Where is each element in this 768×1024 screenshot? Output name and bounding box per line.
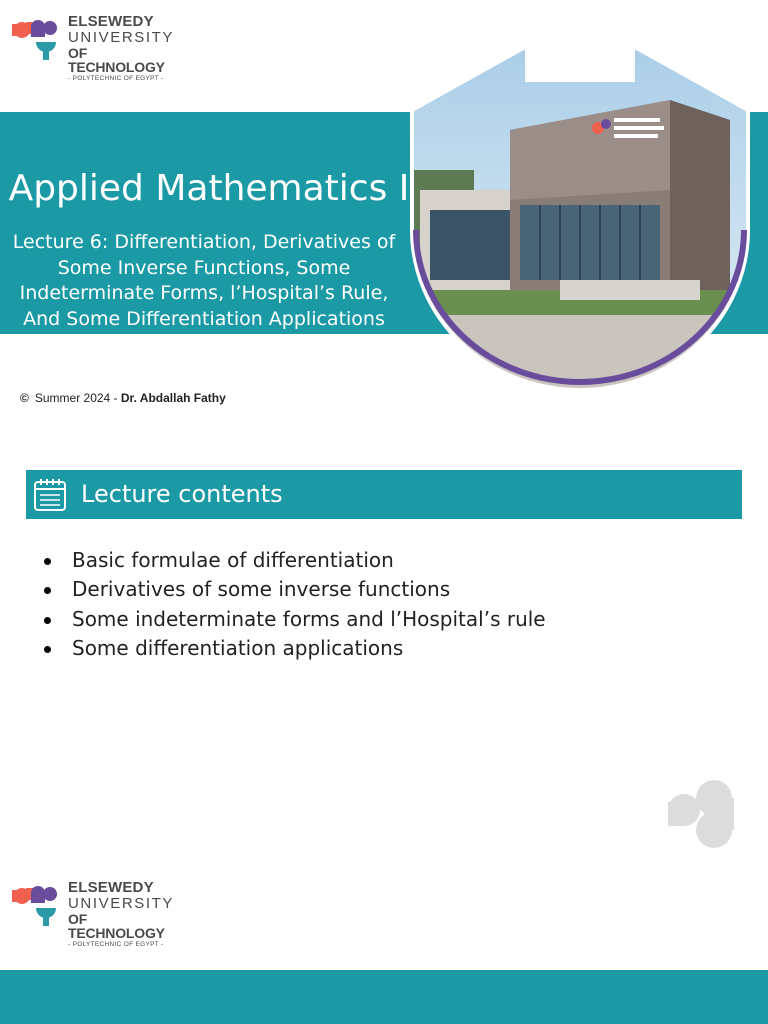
author-name: Dr. Abdallah Fathy xyxy=(120,391,226,405)
bullet-icon xyxy=(44,617,51,624)
university-logo-footer xyxy=(12,879,175,948)
lecture-contents-header xyxy=(26,470,742,519)
logo-line-3: OF TECHNOLOGY xyxy=(68,911,165,941)
logo-line-1: ELSEWEDY xyxy=(68,13,154,30)
list-item-text: Some indeterminate forms and l’Hospital’s rule xyxy=(72,606,546,631)
logo-line-1: ELSEWEDY xyxy=(68,879,154,896)
logo-line-4: - POLYTECHNIC OF EGYPT - xyxy=(68,941,164,948)
footer-band xyxy=(0,970,768,1024)
lecture-subtitle: Lecture 6: Differentiation, Derivatives of Some Inverse Functions, Some Indeterminate Forms, l’Hospital’s Rule, And Some Differentiation Applications xyxy=(12,231,396,330)
lecture-contents-list xyxy=(44,546,546,663)
university-logo-mark-icon xyxy=(12,16,64,68)
logo-line-3: OF TECHNOLOGY xyxy=(68,45,165,75)
university-logo-text xyxy=(68,880,174,949)
lecture-contents-title: Lecture contents xyxy=(81,480,283,508)
list-item xyxy=(44,575,546,604)
list-item xyxy=(44,634,546,663)
campus-building-image xyxy=(400,40,760,400)
list-item xyxy=(44,546,546,575)
logo-line-2: UNIVERSITY xyxy=(68,895,175,912)
list-item-text: Basic formulae of differentiation xyxy=(72,548,394,572)
list-item-text: Derivatives of some inverse functions xyxy=(72,577,451,602)
logo-line-4: - POLYTECHNIC OF EGYPT - xyxy=(68,75,164,82)
university-logo xyxy=(12,13,175,82)
copyright-line xyxy=(20,391,226,405)
logo-line-2: UNIVERSITY xyxy=(68,29,175,46)
bullet-icon xyxy=(44,587,51,594)
list-item xyxy=(44,605,546,634)
bullet-icon xyxy=(44,558,51,565)
page-title: Applied Mathematics I xyxy=(8,168,410,209)
notepad-icon xyxy=(32,477,68,513)
list-item-text: Some differentiation applications xyxy=(72,635,404,660)
watermark-logo-icon xyxy=(664,776,740,852)
university-logo-text xyxy=(68,14,174,83)
bullet-icon xyxy=(44,646,51,653)
copyright-symbol: © xyxy=(20,391,29,405)
university-logo-mark-icon xyxy=(12,882,64,934)
copyright-text: Summer 2024 - xyxy=(34,391,121,405)
